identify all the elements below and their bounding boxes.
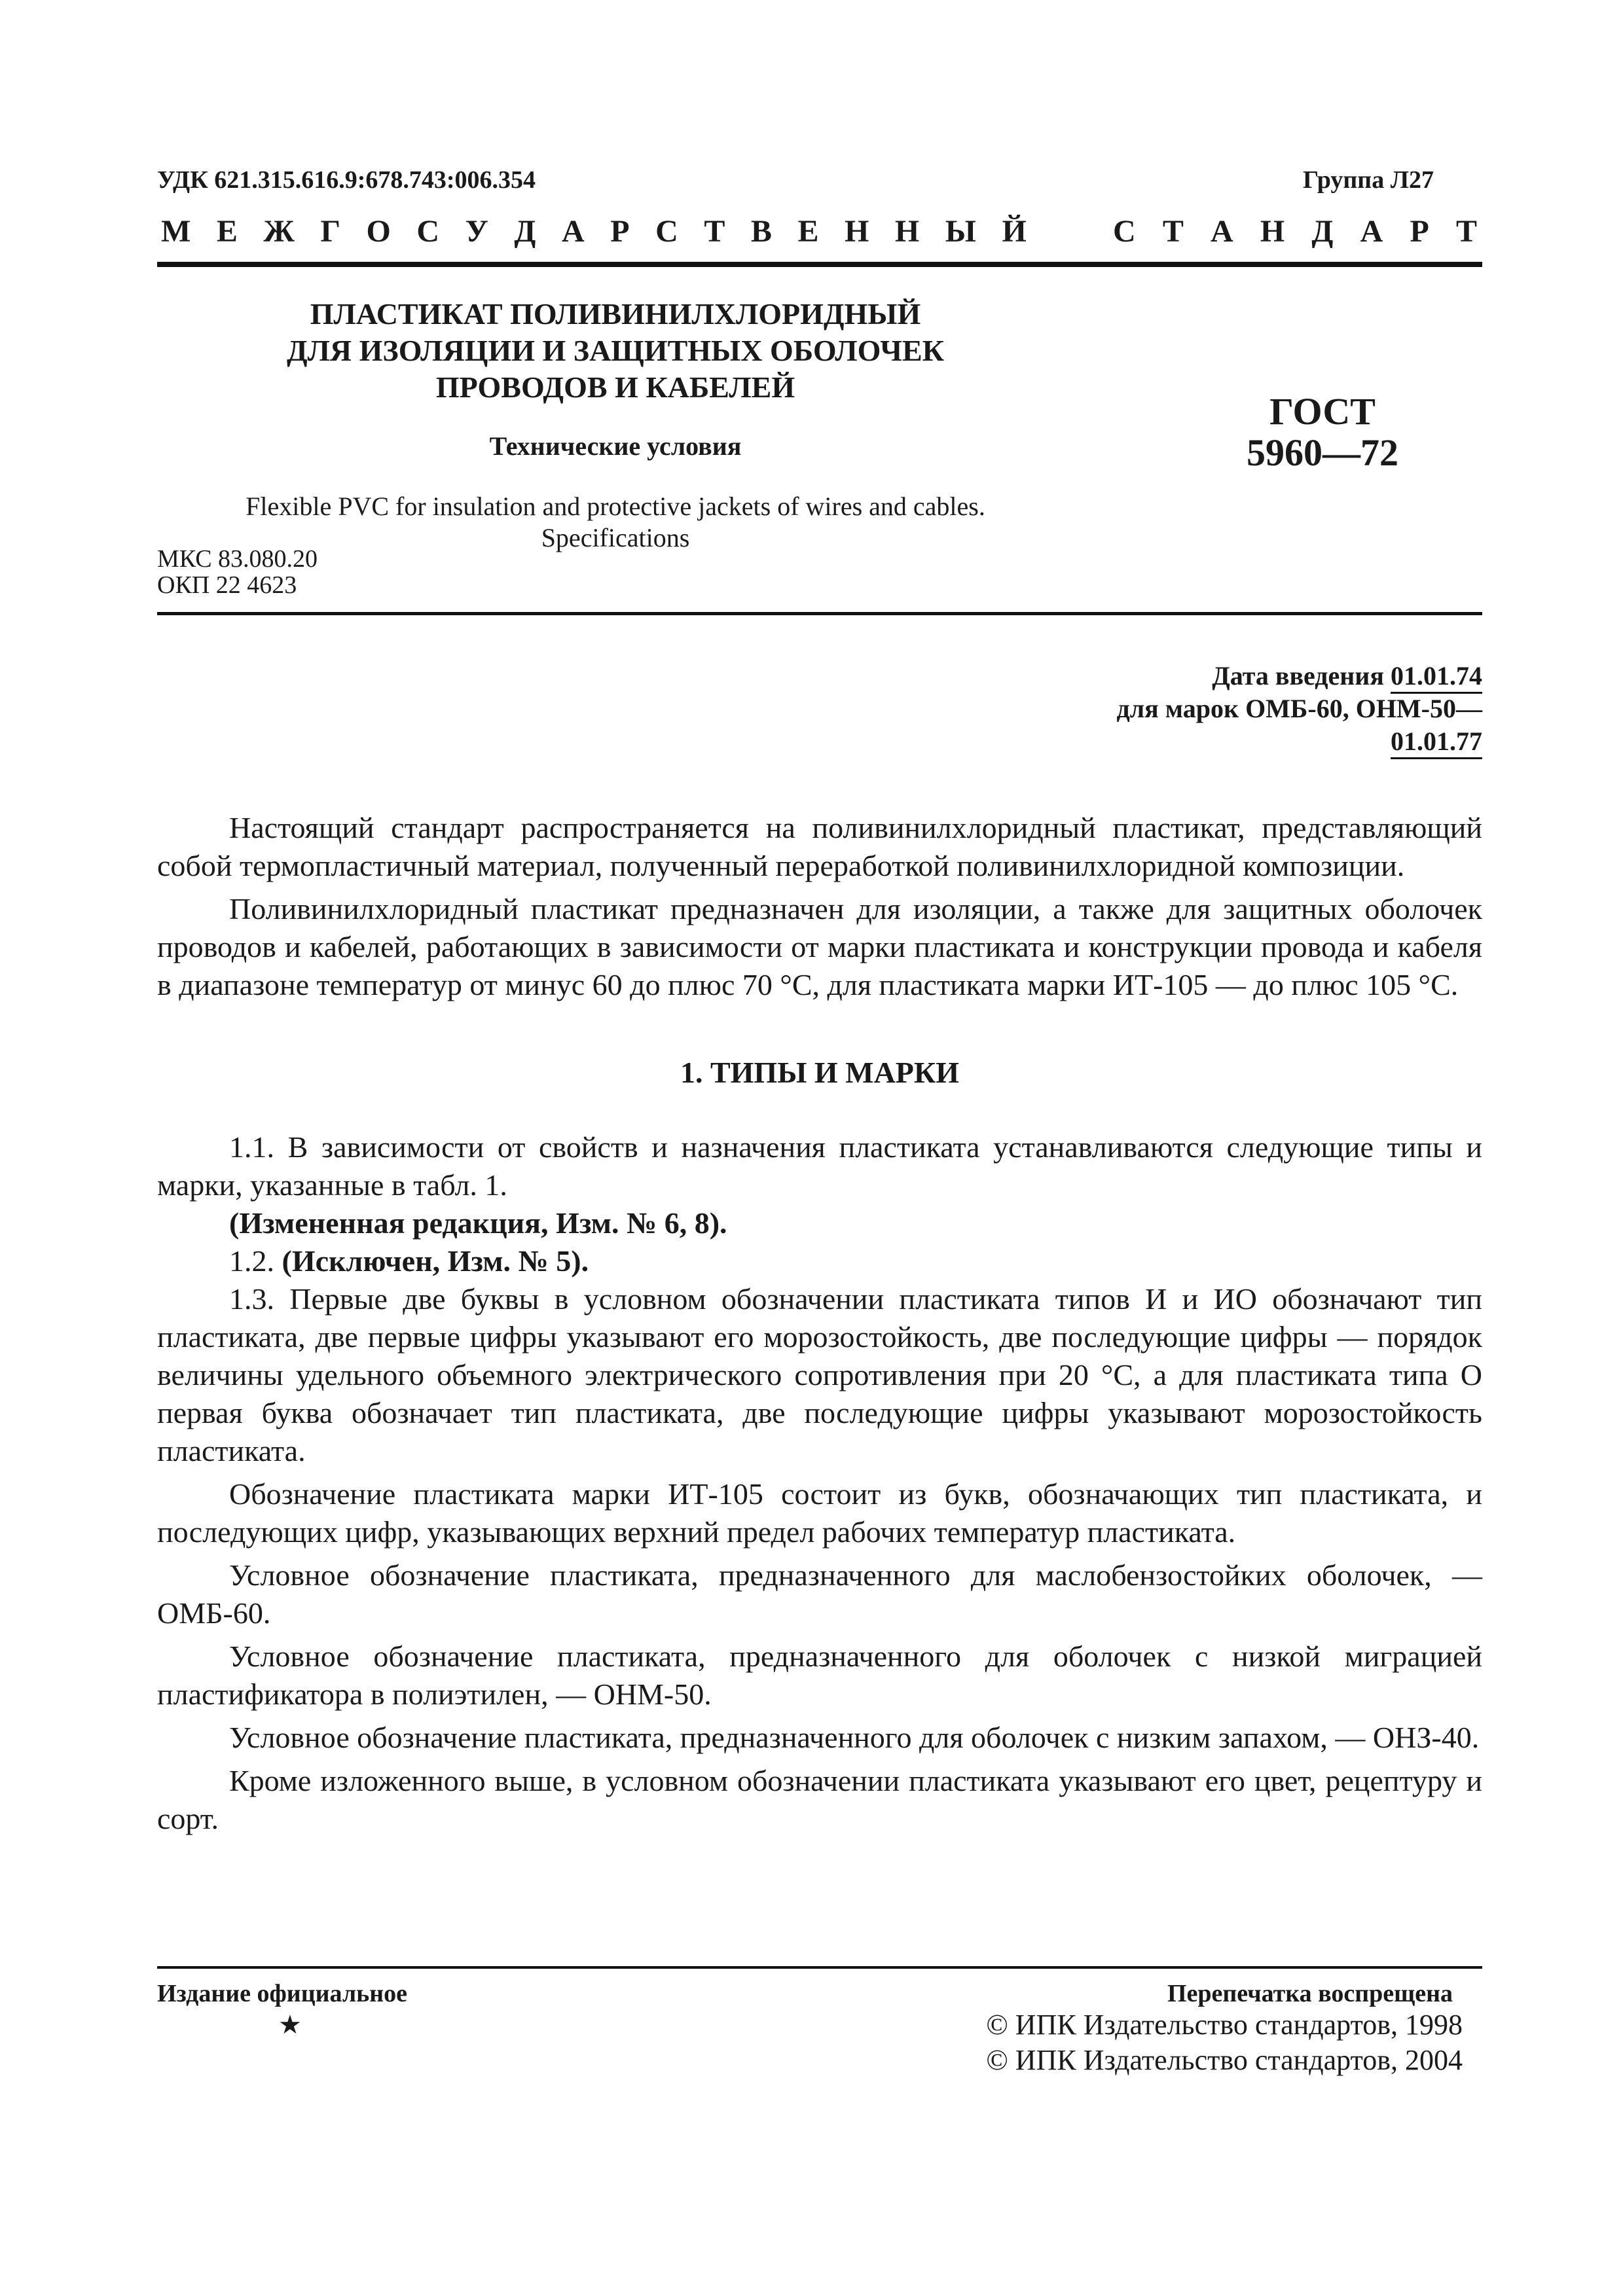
english-title: [196, 491, 1034, 554]
paragraph-omb: Условное обозначение пластиката, предназначенного для маслобензостойких оболочек, — ОМБ-60.: [157, 1558, 1482, 1630]
clause-1-1: 1.1. В зависимости от свойств и назначения пластиката устанавливаются следующие типы и марки, указанные в табл. 1.: [157, 1130, 1482, 1202]
clause-1-3: 1.3. Первые две буквы в условном обозначении пластиката типов И и ИО обозначают тип пластиката, две первые цифры указывают его морозостойкость, две последующие цифры — порядок величины удельного объемного электрического сопротивления при 20 °С, а для пластиката типа О первая буква обозначает тип пластиката, две последующие цифры указывают морозостойкость пластиката.: [157, 1282, 1482, 1467]
gost-number: 5960—72: [1247, 431, 1398, 474]
mks-code: МКС 83.080.20: [157, 545, 318, 573]
gost-label: ГОСТ: [1269, 390, 1376, 433]
document-title: [223, 296, 1008, 406]
paragraph-onz: Условное обозначение пластиката, предназначенного для оболочек с низким запахом, — ОНЗ-40.: [229, 1721, 1480, 1754]
english-title-line: Specifications: [541, 523, 690, 552]
udc-code: УДК 621.315.616.9:678.743:006.354: [157, 166, 536, 194]
copyright-1998: © ИПК Издательство стандартов, 1998: [986, 2009, 1463, 2041]
paragraph-color: Кроме изложенного выше, в условном обозначении пластиката указывают его цвет, рецептуру и сорт.: [157, 1764, 1482, 1835]
brands-date-value: 01.01.77: [1391, 726, 1482, 759]
clause-1-1-note: (Измененная редакция, Изм. № 6, 8).: [229, 1206, 727, 1240]
paragraph-onm: Условное обозначение пластиката, предназначенного для оболочек с низкой миграцией пластификатора в полиэтилен, — ОНМ-50.: [157, 1640, 1482, 1711]
copyright-2004: © ИПК Издательство стандартов, 2004: [986, 2044, 1463, 2076]
brands-date-label: для марок ОМБ-60, ОНМ-50—: [1116, 694, 1482, 723]
reprint-notice: Перепечатка воспрещена: [1167, 1980, 1453, 2007]
group-code: Группа Л27: [1303, 166, 1434, 194]
intro-date-label: Дата введения: [1212, 661, 1384, 691]
intro-paragraph: Поливинилхлоридный пластикат предназначен для изоляции, а также для защитных оболочек проводов и кабелей, работающих в зависимости от марки пластиката и конструкции провода и кабеля в диапазоне температур от минус 60 до плюс 70 °С, для пластиката марки ИТ-105 — до плюс 105 °С.: [157, 892, 1482, 1001]
clause-1-2: [157, 1242, 1482, 1280]
intro-text: [157, 809, 1482, 1004]
section-body: [157, 1128, 1482, 1838]
title-line: ДЛЯ ИЗОЛЯЦИИ И ЗАЩИТНЫХ ОБОЛОЧЕК: [286, 334, 945, 367]
clause-1-2-number: 1.2.: [229, 1244, 274, 1278]
interstate-word: М Е Ж Г О С У Д А Р С Т В Е Н Н Ы Й: [161, 214, 1027, 249]
clause-1-2-note: (Исключен, Изм. № 5).: [282, 1244, 589, 1278]
star-icon: ★: [278, 2010, 302, 2039]
introduction-date: [1116, 660, 1482, 758]
footer-rule: [157, 1966, 1482, 1969]
intro-paragraph: Настоящий стандарт распространяется на поливинилхлоридный пластикат, представляющий собой термопластичный материал, полученный переработкой поливинилхлоридной композиции.: [157, 811, 1482, 882]
title-rule: [157, 612, 1482, 615]
standard-word: С Т А Н Д А Р Т: [1113, 214, 1477, 249]
header-rule: [157, 262, 1482, 267]
okp-code: ОКП 22 4623: [157, 571, 297, 599]
document-subtitle: Технические условия: [489, 431, 742, 461]
paragraph-it105: Обозначение пластиката марки ИТ-105 состоит из букв, обозначающих тип пластиката, и последующих цифр, указывающих верхний предел рабочих температур пластиката.: [157, 1477, 1482, 1549]
section-heading: 1. ТИПЫ И МАРКИ: [680, 1056, 960, 1089]
intro-date-value: 01.01.74: [1391, 661, 1482, 694]
title-line: ПЛАСТИКАТ ПОЛИВИНИЛХЛОРИДНЫЙ: [310, 297, 921, 331]
english-title-line: Flexible PVC for insulation and protective jackets of wires and cables.: [246, 492, 985, 521]
title-line: ПРОВОДОВ И КАБЕЛЕЙ: [435, 370, 795, 404]
official-edition: Издание официальное: [157, 1980, 408, 2007]
